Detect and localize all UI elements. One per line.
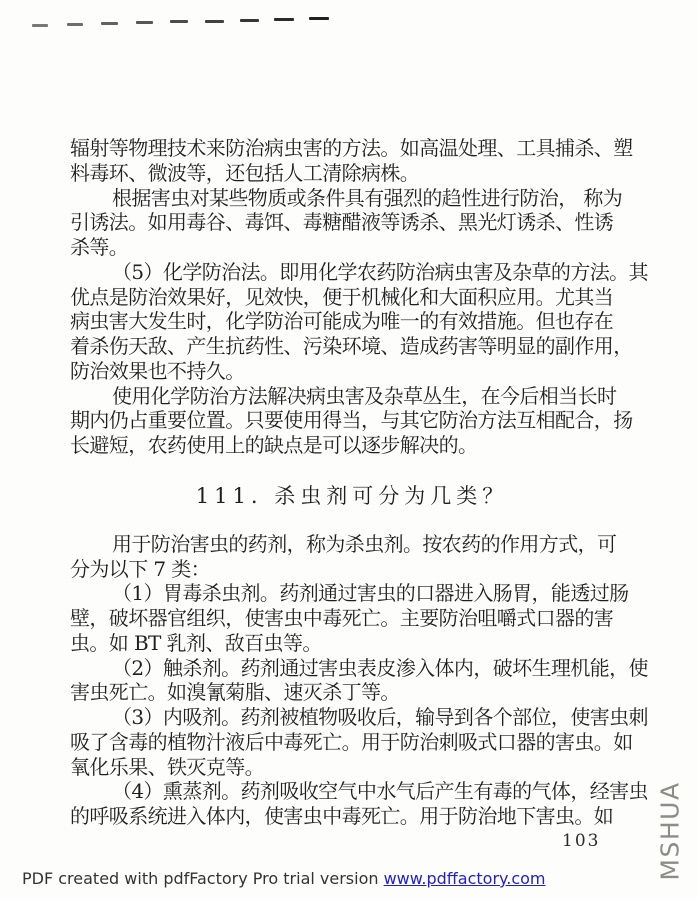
binder-mark [205, 20, 224, 23]
text-line: 害虫死亡。如溴氰菊脂、速灭杀丁等。 [70, 680, 400, 705]
binder-mark [101, 22, 118, 25]
binder-mark [136, 21, 154, 24]
binder-mark [240, 19, 259, 22]
text-line: （3）内吸剂。药剂被植物吸收后，输导到各个部位，使害虫刺 [112, 705, 648, 729]
text-line: （2）触杀剂。药剂通过害虫表皮渗入体内，破坏生理机能，使 [112, 655, 648, 680]
binder-mark [274, 18, 294, 21]
text-line: 防治效果也不持久。 [70, 358, 245, 383]
text-line: 根据害虫对某些物质或条件具有强烈的趋性进行防治， 称为 [112, 185, 623, 210]
text-line: 氧化乐果、铁灭克等。 [70, 754, 264, 779]
text-line: 用于防治害虫的药剂，称为杀虫剂。按农药的作用方式，可 [112, 531, 617, 556]
text-line: （5）化学防治法。即用化学农药防治病虫害及杂草的方法。其 [112, 259, 648, 284]
section-heading: 111. 杀虫剂可分为几类？ [195, 483, 509, 508]
text-line: 虫。如 BT 乳剂、敌百虫等。 [70, 630, 322, 655]
watermark-mshua: MSHUA [655, 781, 685, 881]
text-line: 辐射等物理技术来防治病虫害的方法。如高温处理、工具捕杀、塑 [70, 136, 633, 160]
footer-text: PDF created with pdfFactory Pro trial version [22, 869, 384, 888]
text-line: 分为以下 7 类： [70, 556, 211, 581]
text-line: 的呼吸系统进入体内，使害虫中毒死亡。用于防治地下害虫。如 [70, 804, 614, 828]
binder-mark [32, 24, 48, 27]
text-line: 使用化学防治方法解决病虫害及杂草丛生，在今后相当长时 [112, 383, 617, 408]
text-line: 优点是防治效果好，见效快，便于机械化和大面积应用。尤其当 [70, 284, 614, 309]
text-line: 病虫害大发生时，化学防治可能成为唯一的有效措施。但也存在 [70, 309, 614, 334]
text-line: （4）熏蒸剂。药剂吸收空气中水气后产生有毒的气体，经害虫 [112, 779, 648, 804]
binder-mark [170, 20, 188, 23]
binder-mark [67, 23, 84, 26]
pdffactory-link[interactable]: www.pdffactory.com [383, 869, 546, 888]
binder-mark [309, 17, 329, 20]
text-line: 杀等。 [70, 235, 129, 259]
text-column [70, 136, 648, 829]
text-line: 引诱法。如用毒谷、毒饵、毒糖醋液等诱杀、黑光灯诱杀、性诱 [70, 210, 614, 235]
text-line: 着杀伤天敌、产生抗药性、污染环境、造成药害等明显的副作用， [70, 334, 633, 358]
text-line: 长避短，农药使用上的缺点是可以逐步解决的。 [70, 433, 478, 457]
text-line: 吸了含毒的植物汁液后中毒死亡。用于防治刺吸式口器的害虫。如 [70, 729, 633, 754]
text-line: 料毒环、微波等，还包括人工清除病株。 [70, 160, 420, 185]
page-number: 103 [562, 831, 601, 851]
binder-marks [0, 0, 697, 40]
pdf-footer [22, 869, 546, 888]
text-line: 期内仍占重要位置。只要使用得当，与其它防治方法互相配合，扬 [70, 408, 633, 433]
text-line: 壁，破坏器官组织，使害虫中毒死亡。主要防治咀嚼式口器的害 [70, 606, 614, 630]
text-line: （1）胃毒杀虫剂。药剂通过害虫的口器进入肠胃，能透过肠 [112, 581, 629, 606]
